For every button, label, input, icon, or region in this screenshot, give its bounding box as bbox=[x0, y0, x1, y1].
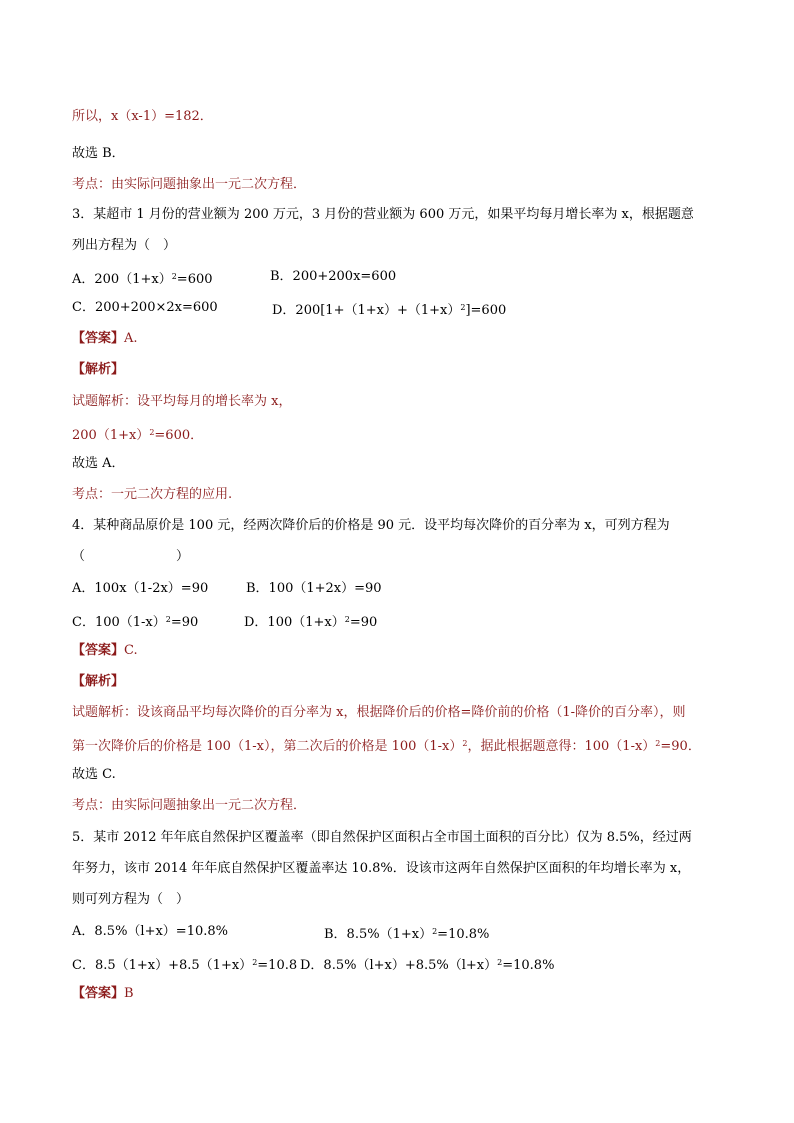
explanation-line: 试题解析：设该商品平均每次降价的百分率为 x，根据降价后的价格=降价前的价格（1-降价的百分率），则 bbox=[72, 705, 686, 720]
text-line: 故选 B． bbox=[72, 146, 125, 161]
answer-line bbox=[72, 330, 138, 348]
explanation-line: 第一次降价后的价格是 100（1-x），第二次后的价格是 $100(1-x)^2$，据此根据题意得：$100(1-x)^2=90$． bbox=[72, 739, 701, 754]
question-5-stem-cont: 则可列方程为（ ） bbox=[72, 892, 190, 907]
option-c: C．200+200×2x=600 bbox=[72, 300, 218, 315]
option-c: C．$8.5(1+x)+8.5(1+x)^2=10.8$ bbox=[72, 958, 298, 973]
answer-tag: 【答案】 bbox=[72, 986, 125, 1001]
question-3-stem-cont: 列出方程为（ ） bbox=[72, 238, 177, 253]
question-4-stem: 4．某种商品原价是 100 元，经两次降价后的价格是 90 元．设平均每次降价的百分率为 x，可列方程为 bbox=[72, 518, 670, 533]
explanation-line: $200(1+x)^2=600$． bbox=[72, 428, 204, 443]
option-a: A．$200(1+x)^2=600$ bbox=[72, 272, 213, 287]
answer-tag: 【答案】 bbox=[72, 331, 125, 346]
answer-tag: 【答案】 bbox=[72, 643, 125, 658]
explanation-line: 故选 A． bbox=[72, 456, 125, 471]
explanation-line: 试题解析：设平均每月的增长率为 x， bbox=[72, 394, 292, 409]
question-4-stem-cont: （ ） bbox=[72, 549, 190, 564]
answer-value: B bbox=[124, 986, 134, 1001]
question-5-stem: 5．某市 2012 年年底自然保护区覆盖率（即自然保护区面积占全市国土面积的百分比）仅为 8.5%，经过两 bbox=[72, 830, 692, 845]
option-b: B．100（1+2x）=90 bbox=[246, 581, 382, 596]
topic-line: 考点：一元二次方程的应用. bbox=[72, 487, 233, 502]
option-b: B．$8.5\%(1+x)^2=10.8\%$ bbox=[324, 927, 490, 942]
question-5-stem-cont: 年努力，该市 2014 年年底自然保护区覆盖率达 10.8%．设该市这两年自然保护区面积的年均增长率为 x， bbox=[72, 861, 691, 876]
option-d: D．$200[1+(1+x)+(1+x)^2]=600$ bbox=[272, 303, 507, 318]
question-3-stem: 3．某超市 1 月份的营业额为 200 万元，3 月份的营业额为 600 万元，如果平均每月增长率为 x，根据题意 bbox=[72, 207, 694, 222]
option-c: C．$100(1-x)^2=90$ bbox=[72, 615, 199, 630]
answer-value: C. bbox=[124, 643, 138, 658]
answer-value: A. bbox=[124, 331, 138, 346]
option-d: D．$8.5\%(l+x)+8.5\%(l+x)^2=10.8\%$ bbox=[300, 958, 555, 973]
option-d: D．$100(1+x)^2=90$ bbox=[244, 615, 378, 630]
option-b: B．200+200x=600 bbox=[270, 269, 397, 284]
answer-line bbox=[72, 642, 138, 660]
explanation-tag: 【解析】 bbox=[72, 362, 125, 377]
topic-line: 考点：由实际问题抽象出一元二次方程． bbox=[72, 798, 307, 813]
option-a: A．100x（1-2x）=90 bbox=[72, 581, 209, 596]
text-line: 所以，x（x-1）=182． bbox=[72, 109, 213, 124]
topic-line: 考点：由实际问题抽象出一元二次方程． bbox=[72, 177, 307, 192]
explanation-tag: 【解析】 bbox=[72, 674, 125, 689]
explanation-line: 故选 C. bbox=[72, 767, 116, 782]
option-a: A．8.5%（l+x）=10.8% bbox=[72, 924, 228, 939]
answer-line bbox=[72, 985, 134, 1003]
